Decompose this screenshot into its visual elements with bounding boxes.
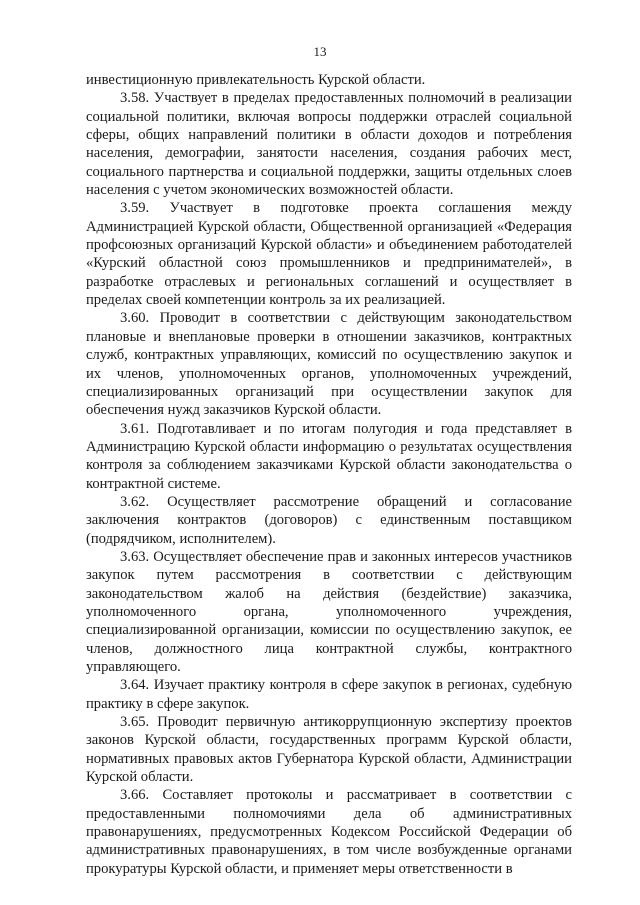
paragraph-3-64: 3.64. Изучает практику контроля в сфере закупок в регионах, судебную практику в сфере закупок. (86, 677, 572, 712)
paragraph-3-63: 3.63. Осуществляет обеспечение прав и законных интересов участников закупок путем рассмотрения в соответствии с действующим законодательством жалоб на действия (бездействие) заказчика, уполномоченного органа, уполномоченного учреждения, специализированной организации, комиссии по осуществлению закупок, ее членов, должностного лица контрактной службы, контрактного управляющего. (86, 548, 572, 675)
paragraph-3-60: 3.60. Проводит в соответствии с действующим законодательством плановые и внеплановые проверки в отношении заказчиков, контрактных служб, контрактных управляющих, комиссий по осуществлению закупок и их членов, уполномоченных органов, уполномоченных учреждений, специализированных организаций при осуществлении закупок для обеспечения нужд заказчиков Курской области. (86, 310, 572, 419)
paragraph-3-58: 3.58. Участвует в пределах предоставленных полномочий в реализации социальной политики, включая вопросы поддержки отраслей социальной сферы, общих направлений политики в области доходов и потребления населения, демографии, занятости населения, создания рабочих мест, социального партнерства и социальной поддержки, защиты отдельных слоев населения с учетом экономических возможностей области. (86, 90, 572, 199)
paragraph-3-61: 3.61. Подготавливает и по итогам полугодия и года представляет в Администрацию Курской области информацию о результатах осуществления контроля за соблюдением заказчиками Курской области законодательства о контрактной системе. (86, 420, 572, 492)
paragraph-3-66: 3.66. Составляет протоколы и рассматривает в соответствии с предоставленными полномочиями дела об административных правонарушениях, предусмотренных Кодексом Российской Федерации об административных правонарушениях, в том числе возбужденные органами прокуратуры Курской области, и применяет меры ответственности в (86, 787, 572, 877)
paragraph-3-65: 3.65. Проводит первичную антикоррупционную экспертизу проектов законов Курской области, государственных программ Курской области, нормативных правовых актов Губернатора Курской области, Администрации Курской области. (86, 714, 572, 786)
page-number: 13 (313, 44, 327, 59)
document-body (86, 71, 572, 878)
paragraph-3-62: 3.62. Осуществляет рассмотрение обращений и согласование заключения контрактов (договоров) с единственным поставщиком (подрядчиком, исполнителем). (86, 493, 572, 547)
paragraph-continuation: инвестиционную привлекательность Курской области. (86, 72, 426, 88)
paragraph-3-59: 3.59. Участвует в подготовке проекта соглашения между Администрацией Курской области, Общественной организацией «Федерация профсоюзных организаций Курской области» и объединением работодателей «Курский областной союз промышленников и предпринимателей», в разработке отраслевых и региональных соглашений и осуществляет в пределах своей компетенции контроль за их реализацией. (86, 200, 572, 309)
